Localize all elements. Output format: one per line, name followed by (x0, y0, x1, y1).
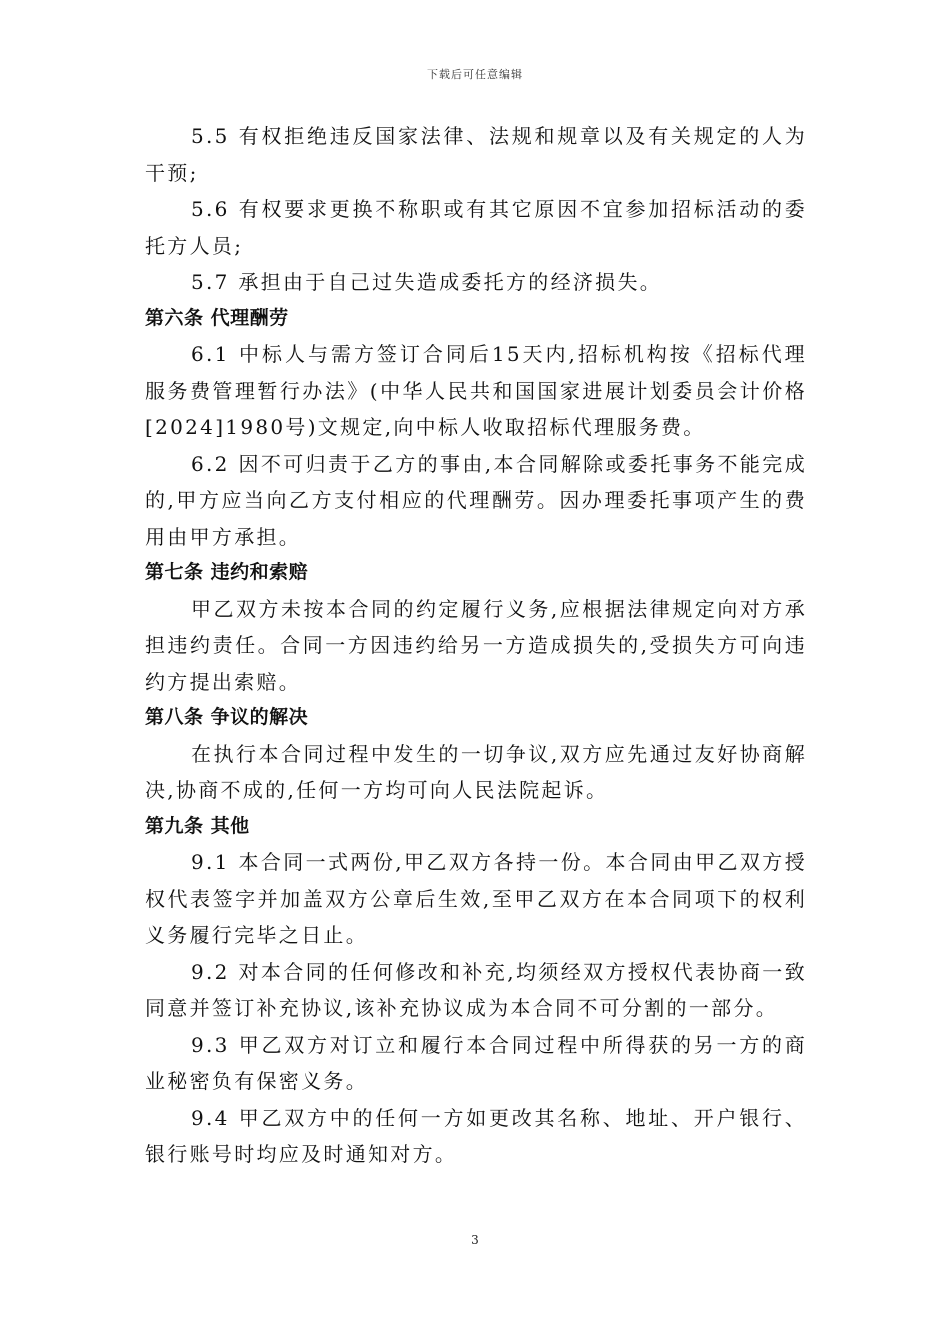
clause-5-6: 5.6 有权要求更换不称职或有其它原因不宜参加招标活动的委托方人员; (145, 197, 807, 258)
clause-9-3: 9.3 甲乙双方对订立和履行本合同过程中所得获的另一方的商业秘密负有保密义务。 (145, 1032, 807, 1093)
clause-6-1: 6.1 中标人与需方签订合同后15天内,招标机构按《招标代理服务费管理暂行办法》(中华人民共和国国家进展计划委员会计价格[2024]1980号)文规定,向中标人收取招标代理服务费。 (145, 342, 807, 439)
article-8-body: 在执行本合同过程中发生的一切争议,双方应先通过友好协商解决,协商不成的,任何一方均可向人民法院起诉。 (145, 741, 807, 802)
article-6-heading: 第六条 代理酬劳 (145, 306, 289, 329)
clause-9-2: 9.2 对本合同的任何修改和补充,均须经双方授权代表协商一致同意并签订补充协议,该补充协议成为本合同不可分割的一部分。 (145, 959, 807, 1020)
article-9-heading: 第九条 其他 (145, 814, 250, 837)
article-8-heading: 第八条 争议的解决 (145, 706, 309, 728)
document-body (145, 118, 807, 1173)
article-7-heading: 第七条 违约和索赔 (145, 561, 309, 583)
clause-9-1: 9.1 本合同一式两份,甲乙双方各持一份。本合同由甲乙双方授权代表签字并加盖双方公章后生效,至甲乙双方在本合同项下的权利义务履行完毕之日止。 (145, 850, 807, 947)
page-number: 3 (471, 1233, 479, 1247)
clause-6-2: 6.2 因不可归责于乙方的事由,本合同解除或委托事务不能完成的,甲方应当向乙方支付相应的代理酬劳。因办理委托事项产生的费用由甲方承担。 (145, 451, 807, 549)
page-header: 下载后可任意编辑 (427, 68, 523, 81)
clause-5-5: 5.5 有权拒绝违反国家法律、法规和规章以及有关规定的人为干预; (145, 124, 807, 185)
article-7-body: 甲乙双方未按本合同的约定履行义务,应根据法律规定向对方承担违约责任。合同一方因违约给另一方造成损失的,受损失方可向违约方提出索赔。 (145, 596, 807, 694)
clause-9-4: 9.4 甲乙双方中的任何一方如更改其名称、地址、开户银行、银行账号时均应及时通知对方。 (145, 1105, 807, 1166)
clause-5-7: 5.7 承担由于自己过失造成委托方的经济损失。 (191, 270, 663, 294)
